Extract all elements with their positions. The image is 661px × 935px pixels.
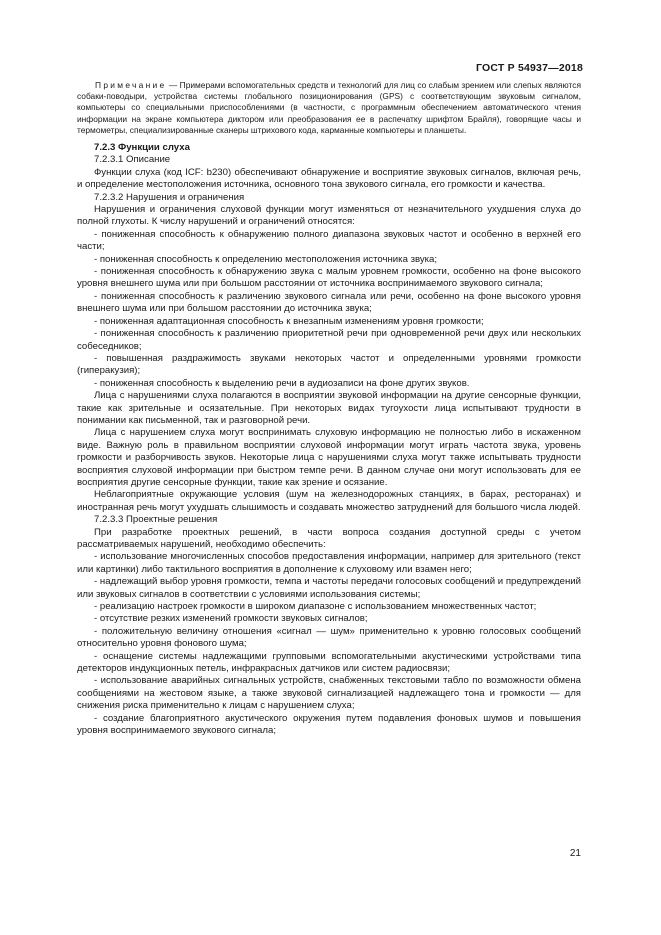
design-intro: При разработке проектных решений, в части вопроса создания доступной среды с учетом рассматриваемых нарушений, необходимо обеспечить: bbox=[77, 526, 581, 551]
list-item: - пониженная способность к различению звукового сигнала или речи, особенно на фоне высокого уровня внешнего шума или при большом расстоянии до источника звука; bbox=[77, 290, 581, 315]
body-paragraph: Лица с нарушениями слуха полагаются в восприятии звуковой информации на другие сенсорные функции, такие как зрительные и осязательные. При некоторых видах тугоухости лица испытывают трудности в понимании как письменной, так и разговорной речи. bbox=[77, 390, 581, 426]
impairments-heading: 7.2.3.2 Нарушения и ограничения bbox=[94, 191, 245, 203]
list-item: - положительную величину отношения «сигнал — шум» применительно к уровню голосовых сообщений относительно уровня фонового шума; bbox=[77, 625, 581, 650]
list-item: - отсутствие резких изменений громкости звуковых сигналов; bbox=[94, 613, 368, 625]
description-heading: 7.2.3.1 Описание bbox=[94, 154, 171, 166]
list-item: - пониженная адаптационная способность к внезапным изменениям уровня громкости; bbox=[94, 315, 484, 327]
list-item: - создание благоприятного акустического окружения путем подавления фоновых шумов и повышения уровня воспринимаемого звукового сигнала; bbox=[77, 712, 581, 737]
note-label: Примечание bbox=[95, 80, 167, 90]
list-item: - пониженная способность к различению приоритетной речи при одновременной речи двух или нескольких собеседников; bbox=[77, 328, 581, 352]
body-paragraph: Лица с нарушением слуха могут воспринимать слуховую информацию не полностью либо в искаженном виде. Важную роль в правильном восприятии слуховой информации могут играть частота звука, уровень громкости и разборчивость звуков. Некоторые лица с нарушениями слуха могут также испытывать трудности восприятия слуховой информации при быстром темпе речи. В данном случае они могут использовать для ее восприятия другие сенсорные функции, такие как зрение и осязание. bbox=[77, 427, 581, 488]
body-paragraph: Неблагоприятные окружающие условия (шум на железнодорожных станциях, в барах, ресторанах) и иностранная речь могут ухудшать слышимость и создавать множество затруднений для большого числа людей. bbox=[77, 489, 581, 513]
standard-designation: ГОСТ Р 54937—2018 bbox=[475, 62, 583, 74]
list-item: - оснащение системы надлежащими групповыми вспомогательными акустическими устройствами типа детекторов индукционных петель, инфракрасных датчиков или систем радиосвязи; bbox=[77, 650, 581, 675]
note-text: — Примерами вспомогательных средств и технологий для лиц со слабым зрением или слепых являются собаки-поводыри, устройства системы глобального позиционирования (GPS) с соответствующим звуковым сигналом, компьютеры со специальными приспособлениями (в частности, с программным обеспечением автоматического чтения информации на экране компьютера диктором или преобразования ее в распечатку шрифтом Брайля), говорящие часы и термометры, специализированные сканеры штрихового кода, карманные компьютеры и планшеты. bbox=[77, 80, 581, 135]
list-item: - пониженная способность к обнаружению звука с малым уровнем громкости, особенно на фоне высокого уровня внешнего шума или при большом расстоянии от источника воспринимаемого звукового сигнала; bbox=[77, 266, 581, 290]
impairments-intro: Нарушения и ограничения слуховой функции могут изменяться от незначительного ухудшения слуха до полной глухоты. К числу нарушений и ограничений относятся: bbox=[77, 204, 581, 228]
list-item: - пониженная способность к выделению речи в аудиозаписи на фоне других звуков. bbox=[94, 377, 470, 389]
list-item: - пониженная способность к определению местоположения источника звука; bbox=[94, 253, 438, 265]
note-paragraph bbox=[77, 80, 581, 136]
list-item: - пониженная способность к обнаружению полного диапазона звуковых частот и особенно в верхней его части; bbox=[77, 228, 581, 253]
list-item: - использование аварийных сигнальных устройств, снабженных текстовыми табло по возможности обмена сообщениями на жестовом языке, а также звуковой сигнализацией надлежащего тона и громкости — для снижения риска применительно к лицам с нарушением слуха; bbox=[77, 675, 581, 712]
design-heading: 7.2.3.3 Проектные решения bbox=[94, 514, 218, 526]
section-heading: 7.2.3 Функции слуха bbox=[94, 142, 190, 154]
document-body bbox=[77, 80, 581, 738]
list-item: - повышенная раздражимость звуками некоторых частот и определенными уровнями громкости (гиперакузия); bbox=[77, 352, 581, 377]
list-item: - надлежащий выбор уровня громкости, темпа и частоты передачи голосовых сообщений и предупреждений или звуковых сигналов в соответствии с условиями использования системы; bbox=[77, 576, 581, 600]
list-item: - реализацию настроек громкости в широком диапазоне с использованием множественных частот; bbox=[94, 601, 537, 613]
page-number: 21 bbox=[569, 848, 581, 859]
description-paragraph: Функции слуха (код ICF: b230) обеспечивают обнаружение и восприятие звуковых сигналов, включая речь, и определение местоположения источника, основного тона звукового сигнала, его громкости и качества. bbox=[77, 166, 581, 191]
list-item: - использование многочисленных способов предоставления информации, например для зрительного (текст или картинки) либо тактильного восприятия в дополнение к слуховому или взамен него; bbox=[77, 551, 581, 575]
